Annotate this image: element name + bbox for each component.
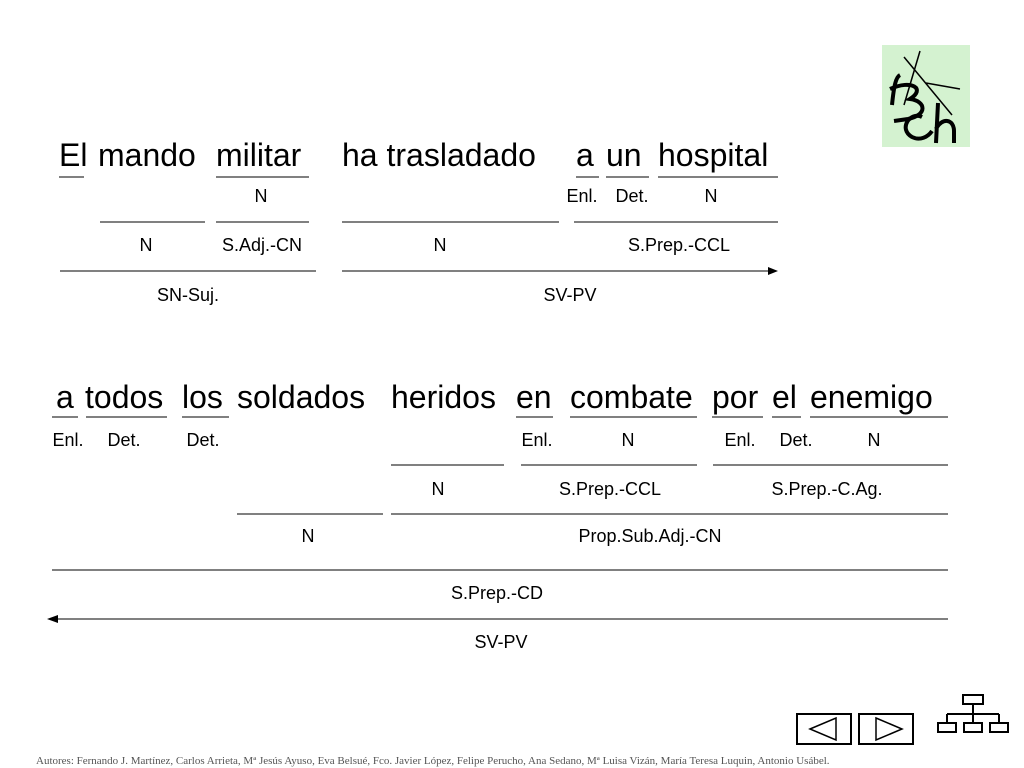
label-s-prep-ccl: S.Prep.-CCL — [558, 479, 662, 499]
label-n: N — [139, 235, 153, 255]
label-det: Det. — [615, 186, 649, 206]
label-det: Det. — [107, 430, 141, 450]
word-todos: todos — [85, 379, 164, 415]
label-n: N — [433, 235, 447, 255]
arrowhead-right — [768, 267, 778, 275]
triangle-right-icon — [860, 715, 912, 743]
word-enemigo: enemigo — [810, 379, 933, 415]
label-n: N — [867, 430, 881, 450]
word-mando: mando — [98, 137, 196, 173]
label-det: Det. — [186, 430, 220, 450]
label-s-prep-cd: S.Prep.-CD — [450, 583, 544, 603]
credits: Autores: Fernando J. Martínez, Carlos Arrieta, Mª Jesús Ayuso, Eva Belsué, Fco. Javier López, Felipe Perucho, Ana Sedano, Mª Luisa Vizán, María Teresa Luquin, Antonio Usábel. — [36, 755, 830, 767]
label-enl: Enl. — [52, 430, 84, 450]
hierarchy-tree-button[interactable] — [937, 694, 1009, 734]
label-enl: Enl. — [566, 186, 598, 206]
label-n: N — [254, 186, 268, 206]
label-enl: Enl. — [724, 430, 756, 450]
word-a: a — [56, 379, 74, 415]
word-heridos: heridos — [391, 379, 496, 415]
word-hospital: hospital — [658, 137, 769, 173]
triangle-left-icon — [798, 715, 850, 743]
word-ha-trasladado: ha trasladado — [342, 137, 536, 173]
previous-button[interactable] — [796, 713, 852, 745]
next-button[interactable] — [858, 713, 914, 745]
word-el: el — [772, 379, 797, 415]
word-un: un — [606, 137, 642, 173]
label-n: N — [301, 526, 315, 546]
label-prop-sub-adj-cn: Prop.Sub.Adj.-CN — [578, 526, 722, 546]
word-soldados: soldados — [237, 379, 366, 415]
label-s-prep-c-ag: S.Prep.-C.Ag. — [771, 479, 883, 499]
label-sv-pv: SV-PV — [474, 632, 528, 652]
label-s-prep-ccl: S.Prep.-CCL — [627, 235, 731, 255]
label-sv-pv: SV-PV — [543, 285, 597, 305]
word-por: por — [712, 379, 759, 415]
label-n: N — [621, 430, 635, 450]
word-el: El — [59, 137, 88, 173]
label-sn-suj: SN-Suj. — [156, 285, 220, 305]
word-militar: militar — [216, 137, 302, 173]
hierarchy-tree-icon — [937, 694, 1009, 734]
word-en: en — [516, 379, 552, 415]
word-los: los — [182, 379, 223, 415]
label-n: N — [431, 479, 445, 499]
word-a: a — [576, 137, 594, 173]
label-s-adj-cn: S.Adj.-CN — [221, 235, 303, 255]
arrowhead-left — [47, 615, 58, 623]
label-det: Det. — [779, 430, 813, 450]
word-combate: combate — [570, 379, 693, 415]
label-n: N — [704, 186, 718, 206]
label-enl: Enl. — [521, 430, 553, 450]
